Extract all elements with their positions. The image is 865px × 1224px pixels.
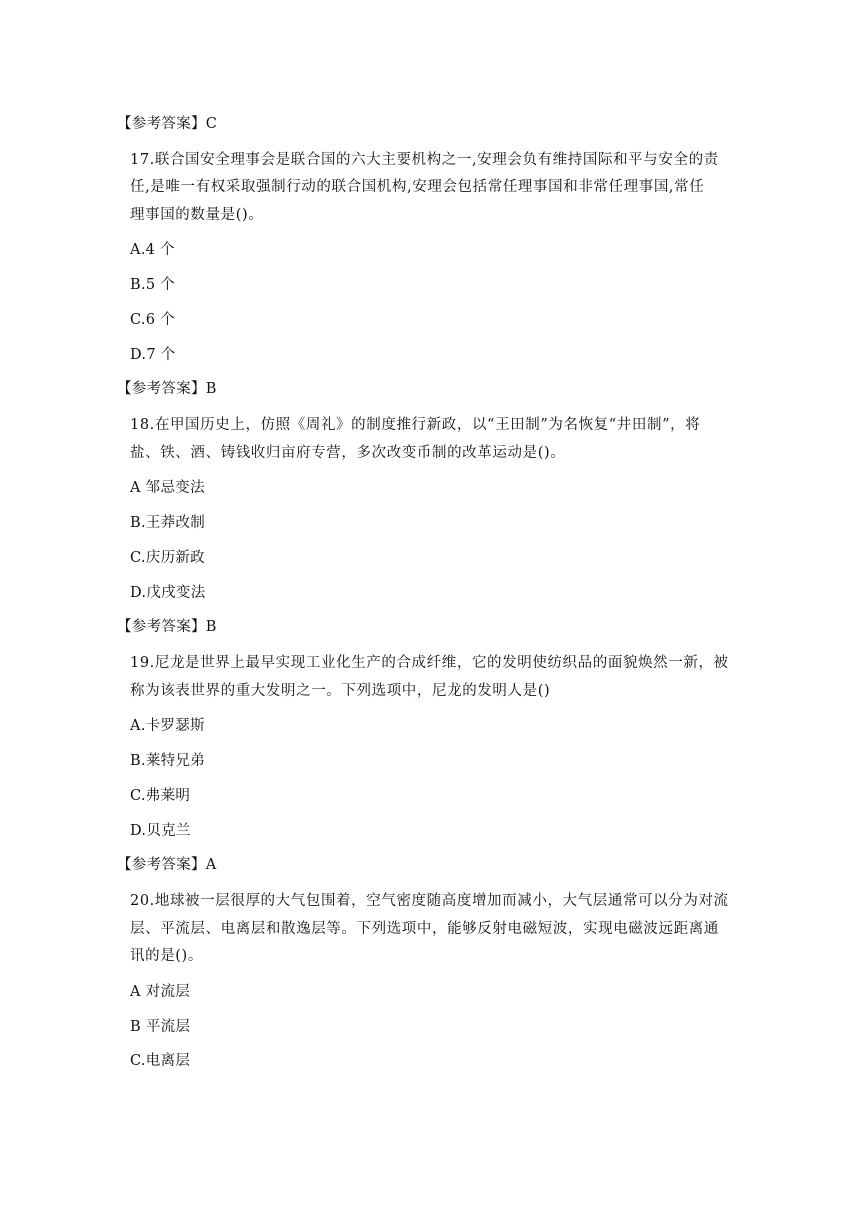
option-b: B 平流层 xyxy=(130,1018,191,1035)
option-b: B.莱特兄弟 xyxy=(130,753,206,770)
question-line: 盐、铁、酒、铸钱收归亩府专营，多次改变币制的改革运动是()。 xyxy=(130,444,566,461)
document-content xyxy=(117,112,730,1084)
question-line: 20.地球被一层很厚的大气包围着，空气密度随高度增加而减小，大气层通常可以分为对流 xyxy=(130,893,729,910)
answer-line: 【参考答案】A xyxy=(117,857,217,874)
option-a: A 对流层 xyxy=(130,983,191,1000)
option-c: C.弗莱明 xyxy=(130,787,191,804)
option-a: A.卡罗瑟斯 xyxy=(130,718,205,735)
option-d: D.贝克兰 xyxy=(130,822,191,839)
option-a: A.4 个 xyxy=(130,242,175,259)
option-d: D.7 个 xyxy=(130,346,176,363)
option-a: A 邹忌变法 xyxy=(130,480,205,497)
option-c: C.6 个 xyxy=(130,311,176,328)
question-17-stem xyxy=(130,147,725,230)
question-line: 18.在甲国历史上，仿照《周礼》的制度推行新政，以“王田制”为名恢复“井田制”，将 xyxy=(130,417,701,434)
option-c: C.庆历新政 xyxy=(130,549,205,566)
question-line: 任,是唯一有权采取强制行动的联合国机构,安理会包括常任理事国和非常任理事国,常任 xyxy=(130,179,705,196)
question-line: 19.尼龙是世界上最早实现工业化生产的合成纤维，它的发明使纺织品的面貌焕然一新，被 xyxy=(130,655,729,672)
question-line: 层、平流层、电离层和散逸层等。下列选项中，能够反射电磁短波，实现电磁波远距离通 xyxy=(130,920,719,937)
answer-line: 【参考答案】C xyxy=(117,116,218,132)
question-19-stem xyxy=(130,650,729,705)
option-b: B.5 个 xyxy=(130,277,176,294)
option-b: B.王莽改制 xyxy=(130,515,206,532)
answer-line: 【参考答案】B xyxy=(117,619,217,636)
answer-line: 【参考答案】B xyxy=(117,381,217,398)
option-d: D.戊戌变法 xyxy=(130,584,206,601)
question-line: 称为该表世界的重大发明之一。下列选项中，尼龙的发明人是() xyxy=(130,682,551,699)
question-18-stem xyxy=(130,412,725,467)
question-line: 理事国的数量是()。 xyxy=(130,206,264,223)
question-line: 讯的是()。 xyxy=(130,948,203,965)
question-20-stem xyxy=(130,888,729,971)
option-c: C.电离层 xyxy=(130,1053,191,1070)
question-line: 17.联合国安全理事会是联合国的六大主要机构之一,安理会负有维持国际和平与安全的责 xyxy=(130,151,719,168)
